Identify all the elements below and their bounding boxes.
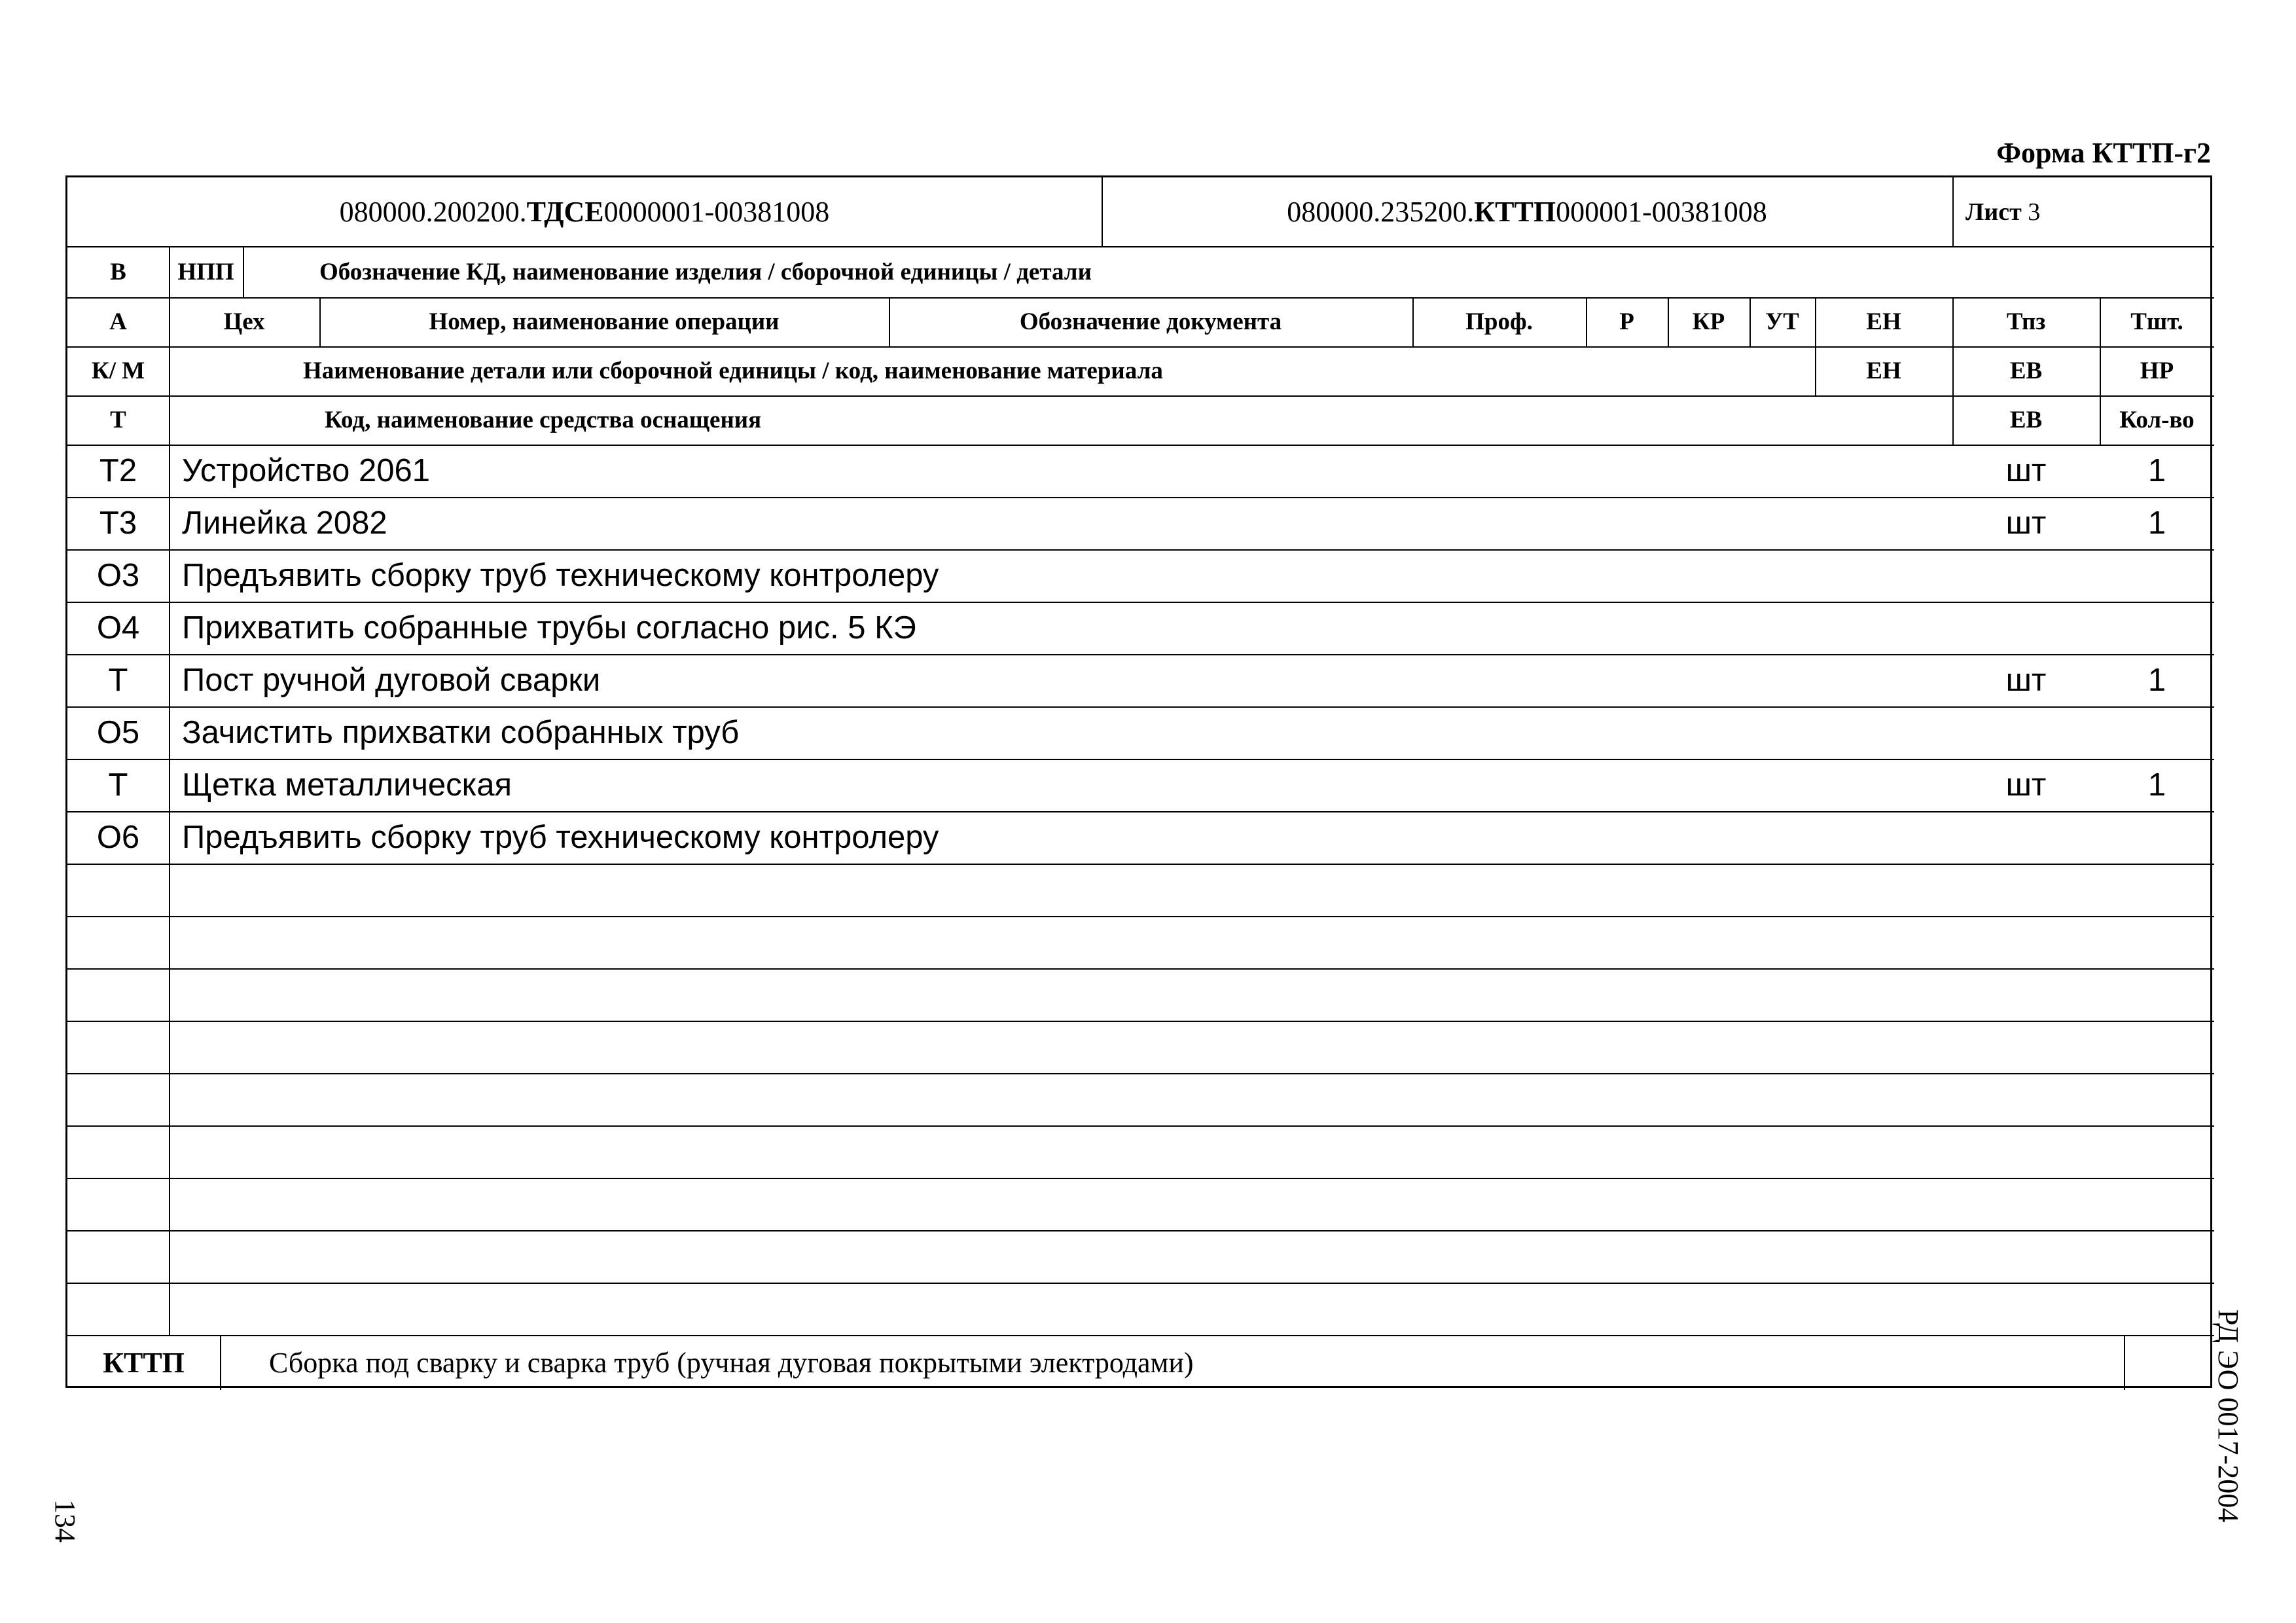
col-tpz: Тпз	[2006, 308, 2046, 335]
row-code: О6	[96, 820, 140, 855]
row-qty: 1	[2147, 767, 2166, 803]
row-unit	[1952, 811, 2100, 864]
row-text: Устройство 2061	[182, 453, 430, 488]
col-prof: Проф.	[1465, 308, 1533, 335]
row-text: Пост ручной дуговой сварки	[182, 663, 601, 698]
col-ut: УТ	[1765, 308, 1799, 335]
row-code: О5	[96, 715, 140, 750]
col-km-ev: ЕВ	[2009, 357, 2043, 384]
col-t-ev: ЕВ	[2009, 407, 2043, 433]
row-text: Предъявить сборку труб техническому контролеру	[182, 820, 939, 855]
row-unit: шт	[2005, 453, 2047, 488]
footer-text: Сборка под сварку и сварка труб (ручная дуговая покрытыми электродами)	[269, 1346, 1194, 1379]
row-text: Зачистить прихватки собранных труб	[182, 715, 740, 750]
row-qty	[2100, 706, 2214, 759]
row-qty: 1	[2147, 663, 2166, 698]
col-tsht: Тшт.	[2130, 308, 2183, 335]
row-qty	[2100, 811, 2214, 864]
form-label: Форма КТТП-г2	[1996, 137, 2211, 169]
row-qty	[2100, 602, 2214, 654]
col-document: Обозначение документа	[1019, 308, 1282, 335]
row-qty: 1	[2147, 505, 2166, 541]
row-text: Линейка 2082	[182, 505, 387, 541]
col-km-en: ЕН	[1866, 357, 1901, 384]
row-qty	[2100, 549, 2214, 602]
row-text: Прихватить собранные трубы согласно рис. 5 КЭ	[182, 610, 916, 646]
row-code: О3	[96, 558, 140, 593]
col-operation: Номер, наименование операции	[429, 308, 780, 335]
row-code: Т2	[99, 453, 137, 488]
col-b: В	[110, 258, 126, 285]
row-unit: шт	[2005, 505, 2047, 541]
row-text: Щетка металлическая	[182, 767, 512, 803]
col-km: К/ М	[91, 357, 145, 384]
col-nr: НР	[2140, 357, 2174, 384]
row-code: Т3	[99, 505, 137, 541]
col-r: Р	[1619, 308, 1634, 335]
row-unit	[1952, 602, 2100, 654]
col-npp: НПП	[177, 258, 234, 285]
row-unit: шт	[2005, 767, 2047, 803]
col-t: Т	[110, 407, 126, 433]
col-kr: КР	[1692, 308, 1725, 335]
row-unit: шт	[2005, 663, 2047, 698]
col-material: Наименование детали или сборочной единицы / код, наименование материала	[303, 357, 1163, 384]
col-qty: Кол-во	[2119, 407, 2195, 433]
page-number: 134	[49, 1499, 81, 1542]
row-code: О4	[96, 610, 140, 646]
row-code: Т	[108, 663, 128, 698]
row-qty: 1	[2147, 453, 2166, 488]
col-equipment: Код, наименование средства оснащения	[325, 407, 762, 433]
document-code-vertical: РД ЭО 0017-2004	[2212, 1309, 2244, 1523]
row-text: Предъявить сборку труб техническому контролеру	[182, 558, 939, 593]
footer-label: КТТП	[103, 1346, 185, 1379]
document-code-left: 080000.200200. ТДСЕ 0000001-00381008	[339, 196, 830, 228]
col-shop: Цех	[223, 308, 265, 335]
sheet-number: Лист 3	[1965, 198, 2041, 226]
document-code-right: 080000.235200. КТТП 000001-00381008	[1287, 196, 1767, 228]
col-kd-designation: Обозначение КД, наименование изделия / сборочной единицы / детали	[319, 258, 1092, 285]
row-unit	[1952, 706, 2100, 759]
row-code: Т	[108, 767, 128, 803]
col-a: А	[109, 308, 127, 335]
row-unit	[1952, 549, 2100, 602]
process-card-table	[65, 175, 2212, 1388]
col-en: ЕН	[1866, 308, 1901, 335]
